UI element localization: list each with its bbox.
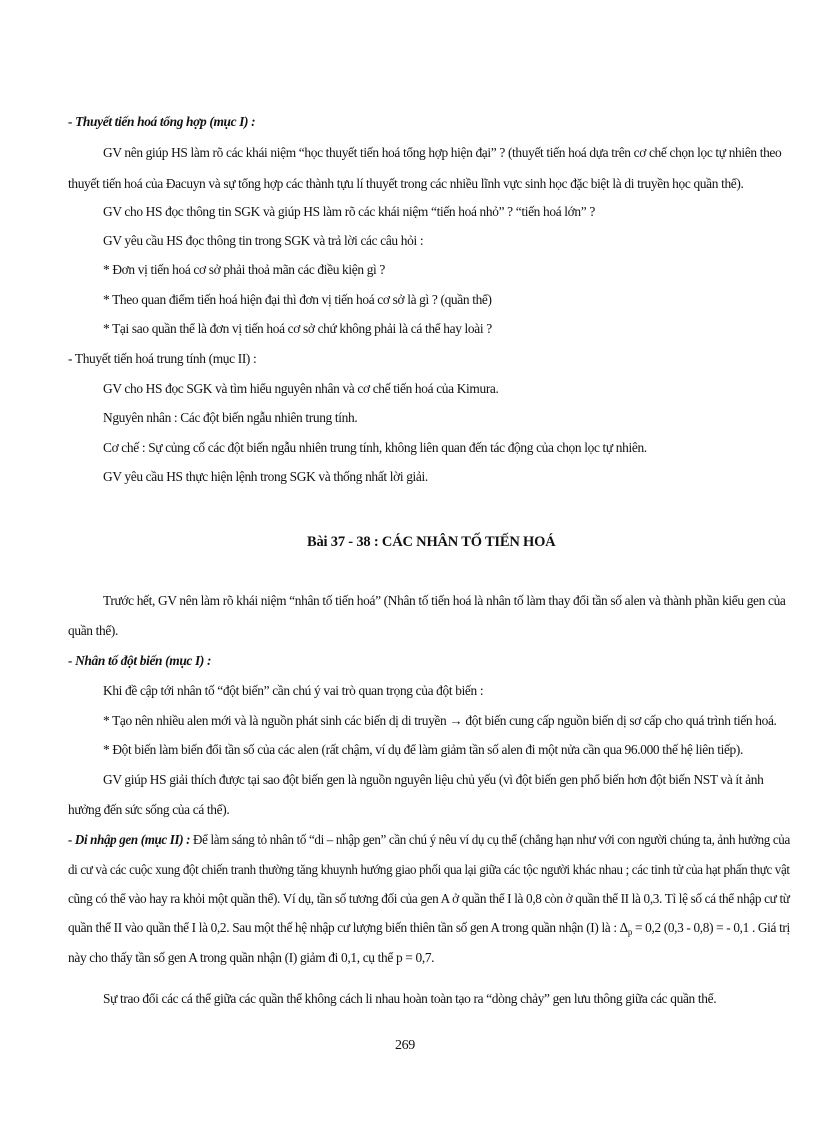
bullet-item: * Tạo nên nhiều alen mới và là nguồn phát sinh các biến dị di truyền → đột biến cung cấp nguồn biến dị sơ cấp cho quá trình tiến hoá. bbox=[103, 713, 777, 728]
question-item: * Đơn vị tiến hoá cơ sở phải thoả mãn các điều kiện gì ? bbox=[103, 262, 386, 277]
paragraph-line: Sự trao đổi các cá thể giữa các quần thể không cách li nhau hoàn toàn tạo ra “dòng chảy” gen lưu thông giữa các quần thể. bbox=[103, 991, 717, 1006]
question-item: * Tại sao quần thể là đơn vị tiến hoá cơ sở chứ không phải là cá thể hay loài ? bbox=[103, 321, 492, 336]
paragraph-line bbox=[68, 920, 790, 937]
formula-text: = 0,2 (0,3 - 0,8) = - 0,1 . Giá trị bbox=[635, 920, 790, 935]
section-heading-gene-flow: - Di nhập gen (mục II) : bbox=[68, 832, 191, 847]
paragraph-line: Khi đề cập tới nhân tố “đột biến” cần chú ý vai trò quan trọng của đột biến : bbox=[103, 683, 484, 698]
paragraph-line: di cư và các cuộc xung đột chiến tranh thường tăng khuynh hướng giao phối qua lại giữa các tộc người khác nhau ; các tinh tử của hạt phấn thực vật bbox=[68, 862, 790, 877]
lesson-title: Bài 37 - 38 : CÁC NHÂN TỐ TIẾN HOÁ bbox=[307, 534, 556, 550]
paragraph-line: Nguyên nhân : Các đột biến ngẫu nhiên trung tính. bbox=[103, 410, 358, 425]
section-heading-synthetic-theory: - Thuyết tiến hoá tổng hợp (mục I) : bbox=[68, 114, 256, 129]
paragraph-line: Trước hết, GV nên làm rõ khái niệm “nhân tố tiến hoá” (Nhân tố tiến hoá là nhân tố làm thay đổi tần số alen và thành phần kiểu gen của bbox=[103, 593, 786, 608]
delta-subscript: p bbox=[627, 927, 633, 937]
paragraph-line: GV cho HS đọc SGK và tìm hiểu nguyên nhân và cơ chế tiến hoá của Kimura. bbox=[103, 381, 499, 396]
paragraph-line: quần thể). bbox=[68, 623, 119, 638]
section-heading-neutral-theory: - Thuyết tiến hoá trung tính (mục II) : bbox=[68, 351, 257, 366]
paragraph-line: này cho thấy tần số gen A trong quần nhận (I) giảm đi 0,1, cụ thể p = 0,7. bbox=[68, 950, 435, 965]
section-heading-mutation: - Nhân tố đột biến (mục I) : bbox=[68, 653, 212, 668]
paragraph-line bbox=[68, 832, 790, 848]
paragraph-line: GV cho HS đọc thông tin SGK và giúp HS làm rõ các khái niệm “tiến hoá nhỏ” ? “tiến hoá lớn” ? bbox=[103, 204, 595, 219]
question-item: * Theo quan điểm tiến hoá hiện đại thì đơn vị tiến hoá cơ sở là gì ? (quần thể) bbox=[103, 292, 492, 307]
paragraph-text: Để làm sáng tỏ nhân tố “di – nhập gen” cần chú ý nêu ví dụ cụ thể (chẳng hạn như với con người chúng ta, ảnh hưởng của bbox=[193, 832, 790, 847]
paragraph-line: GV nên giúp HS làm rõ các khái niệm “học thuyết tiến hoá tổng hợp hiện đại” ? (thuyết tiến hoá dựa trên cơ chế chọn lọc tự nhiên theo bbox=[103, 145, 782, 160]
paragraph-line: Cơ chế : Sự củng cố các đột biến ngẫu nhiên trung tính, không liên quan đến tác động của chọn lọc tự nhiên. bbox=[103, 440, 647, 455]
paragraph-line: hưởng đến sức sống của cá thể). bbox=[68, 802, 230, 817]
paragraph-line: GV yêu cầu HS thực hiện lệnh trong SGK và thống nhất lời giải. bbox=[103, 469, 428, 484]
page-number: 269 bbox=[395, 1038, 415, 1053]
bullet-item: * Đột biến làm biến đổi tần số của các alen (rất chậm, ví dụ để làm giảm tần số alen đi một nửa cần qua 96.000 thế hệ liên tiếp). bbox=[103, 742, 743, 757]
paragraph-text: quần thể II vào quần thể I là 0,2. Sau một thế hệ nhập cư lượng biến thiên tần số gen A trong quần nhận (I) là : bbox=[68, 920, 617, 935]
paragraph-line: GV yêu cầu HS đọc thông tin trong SGK và trả lời các câu hỏi : bbox=[103, 233, 424, 248]
paragraph-line: GV giúp HS giải thích được tại sao đột biến gen là nguồn nguyên liệu chủ yếu (vì đột biến gen phổ biến hơn đột biến NST và ít ảnh bbox=[103, 772, 764, 787]
delta-symbol: Δ bbox=[619, 920, 628, 935]
paragraph-line: cũng có thể vào hay ra khỏi một quần thể). Ví dụ, tần số tương đối của gen A ở quần thể I là 0,8 còn ở quần thể II là 0,3. Tỉ lệ số cá thể nhập cư từ bbox=[68, 891, 790, 906]
paragraph-line: thuyết tiến hoá của Đacuyn và sự tổng hợp các thành tựu lí thuyết trong các nhiều lĩnh vực sinh học đặc biệt là di truyền học quần thể). bbox=[68, 176, 744, 191]
